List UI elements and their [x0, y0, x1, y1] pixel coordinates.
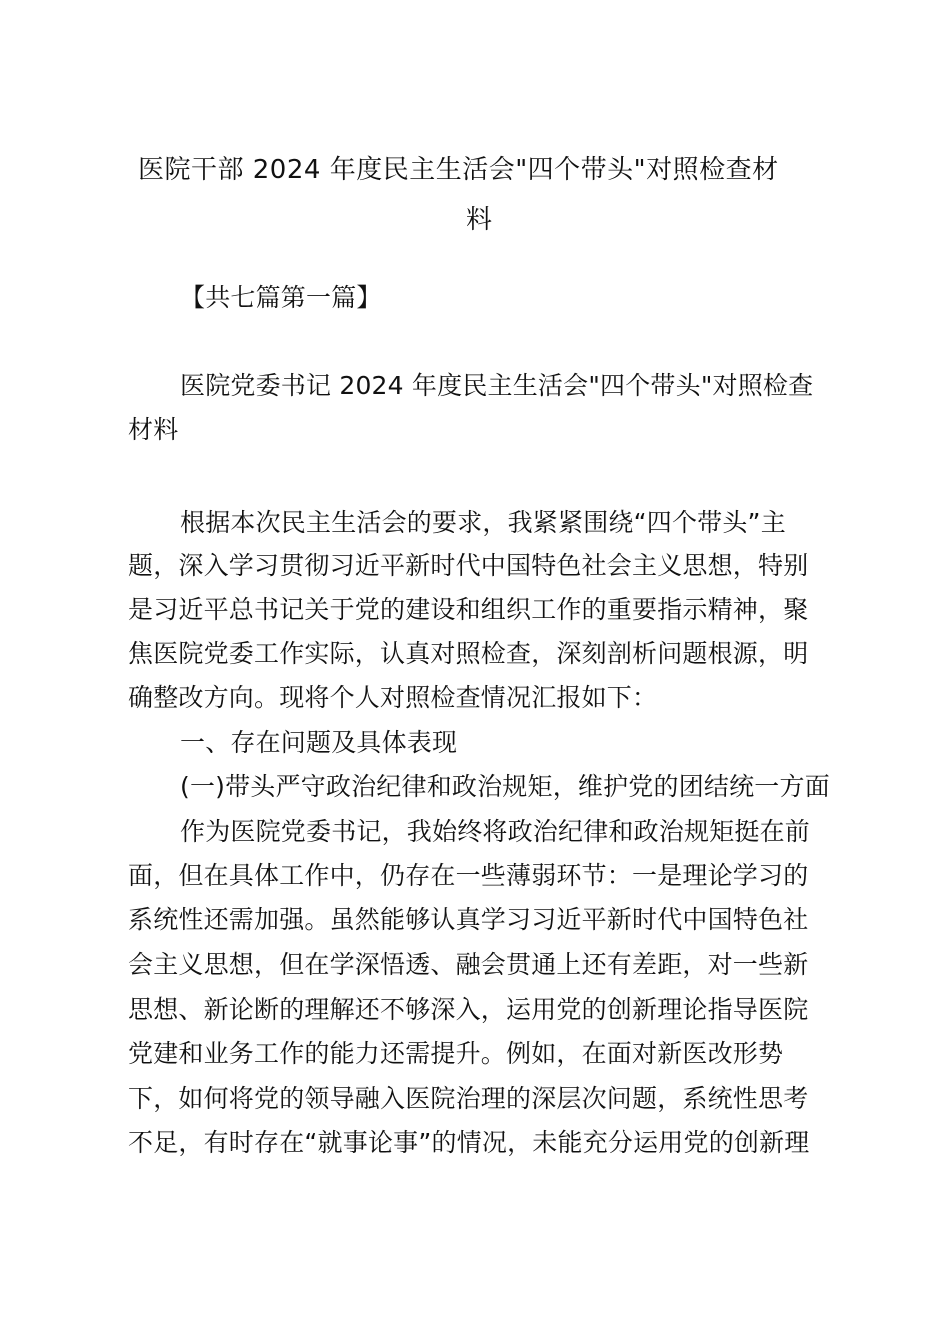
- document-title-line-1: 医院干部 2024 年度民主生活会"四个带头"对照检查材: [138, 155, 779, 185]
- document-title-line-2: 料: [466, 205, 493, 235]
- subtitle-line-1: 医院党委书记 2024 年度民主生活会"四个带头"对照检查: [180, 371, 814, 400]
- body-line-12: 思想、新论断的理解还不够深入，运用党的创新理论指导医院: [128, 995, 809, 1024]
- body-line-1: 根据本次民主生活会的要求，我紧紧围绕“四个带头”主: [180, 508, 786, 537]
- body-line-4: 焦医院党委工作实际，认真对照检查，深刻剖析问题根源，明: [128, 639, 809, 668]
- body-line-3: 是习近平总书记关于党的建设和组织工作的重要指示精神，聚: [128, 595, 809, 624]
- section-heading-1: 一、存在问题及具体表现: [180, 728, 458, 757]
- body-line-13: 党建和业务工作的能力还需提升。例如，在面对新医改形势: [128, 1039, 784, 1068]
- series-note: 【共七篇第一篇】: [180, 283, 382, 312]
- body-line-9: 面，但在具体工作中，仍存在一些薄弱环节：一是理论学习的: [128, 861, 809, 890]
- subsection-heading-1: (一)带头严守政治纪律和政治规矩，维护党的团结统一方面: [180, 772, 830, 801]
- subtitle-line-2: 材料: [128, 415, 179, 444]
- body-line-5: 确整改方向。现将个人对照检查情况汇报如下：: [128, 683, 658, 712]
- body-line-10: 系统性还需加强。虽然能够认真学习习近平新时代中国特色社: [128, 905, 809, 934]
- body-line-2: 题，深入学习贯彻习近平新时代中国特色社会主义思想，特别: [128, 551, 809, 580]
- body-line-14: 下，如何将党的领导融入医院治理的深层次问题，系统性思考: [128, 1084, 809, 1113]
- body-line-11: 会主义思想，但在学深悟透、融会贯通上还有差距，对一些新: [128, 950, 809, 979]
- body-line-8: 作为医院党委书记，我始终将政治纪律和政治规矩挺在前: [180, 817, 811, 846]
- body-line-15: 不足，有时存在“就事论事”的情况，未能充分运用党的创新理: [128, 1128, 810, 1157]
